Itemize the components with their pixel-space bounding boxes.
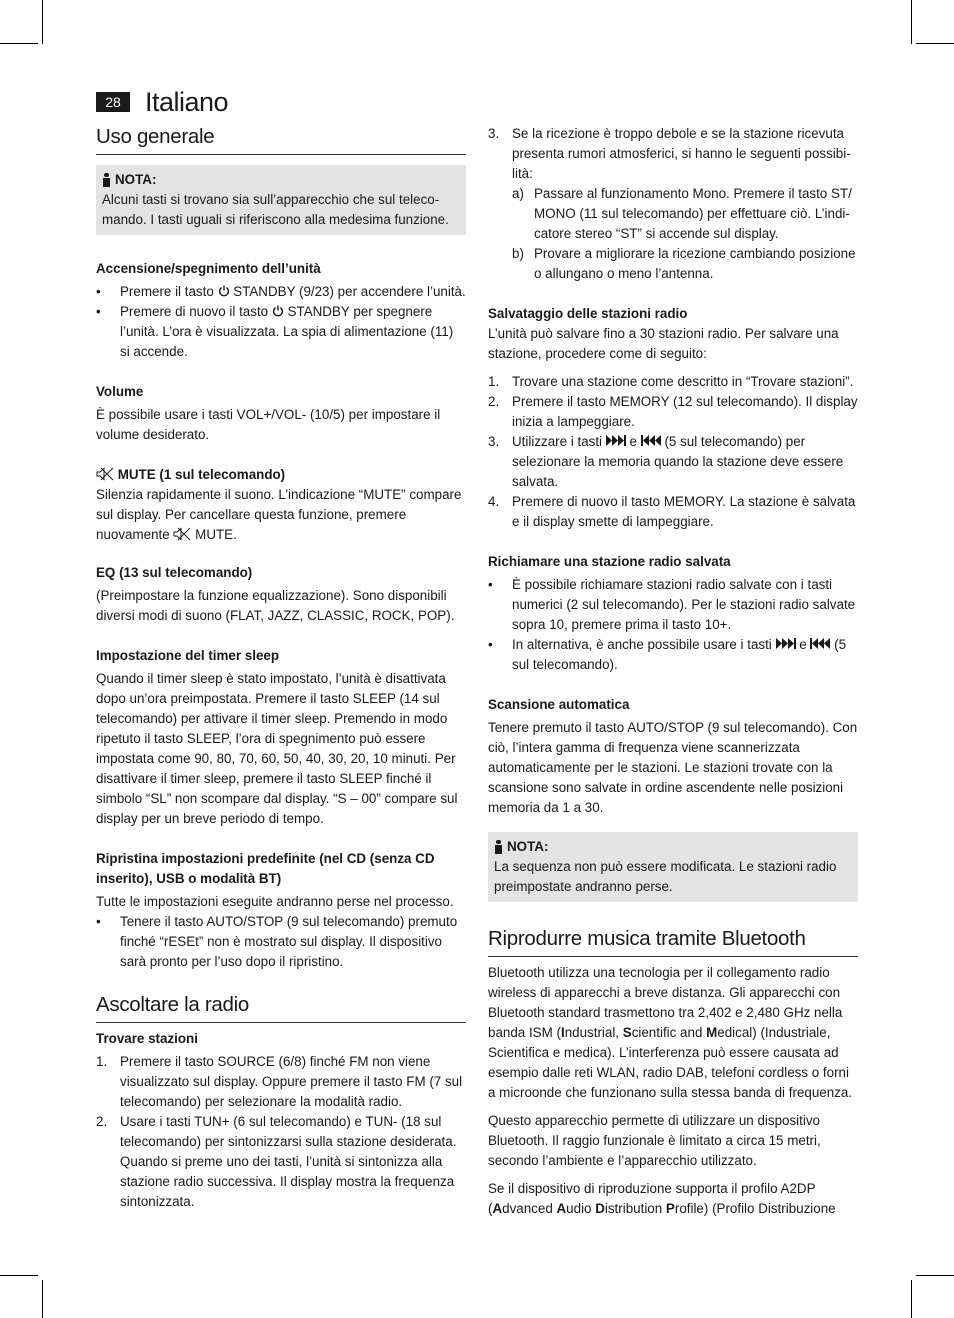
- trovare-list: [96, 1052, 466, 1212]
- subheading-sleep: Impostazione del timer sleep: [96, 648, 280, 663]
- salvataggio-list: [488, 372, 858, 532]
- note-header: [102, 170, 460, 190]
- subheading-accensione: Accensione/spegnimento dell’unità: [96, 261, 321, 276]
- eq-text: (Preimpostare la funzione equalizzazione). Sono disponibili diversi modi di suono (FLAT, JAZZ, CLASSIC, ROCK, POP).: [96, 588, 455, 623]
- reset-list: [96, 912, 466, 972]
- list-item: 3. Utilizzare i tasti e (5 sul telecomando) per selezionare la memoria quando la stazione deve essere salvata.: [488, 434, 844, 489]
- section-heading-uso: Uso generale: [96, 124, 466, 155]
- skip-back-icon: [641, 435, 661, 446]
- page-number: 28: [96, 92, 130, 112]
- subheading-mute: MUTE (1 sul telecomando): [96, 465, 466, 485]
- bullet: •: [96, 304, 101, 319]
- right-column: [488, 124, 858, 1219]
- note-text: La sequenza non può essere modificata. Le stazioni radio preimpostate andranno perse.: [494, 859, 837, 894]
- accensione-list: [96, 282, 466, 362]
- section-heading-radio: Ascoltare la radio: [96, 992, 466, 1023]
- crop-mark: [0, 43, 38, 44]
- crop-mark: [0, 1275, 38, 1276]
- subheading-salvataggio: Salvataggio delle stazioni radio: [488, 306, 688, 321]
- bluetooth-paragraph: Bluetooth utilizza una tecnologia per il collegamento radio wireless di apparecchi a breve distanza. Gli apparecchi con Bluetooth standard trasmettono tra 2,402 e 2,480 GHz nella banda ISM (Industrial, Scientific and Medical) (Industriale, Scientifica e medica). L’interferenza può essere causata ad esempio dalle reti WLAN, radio DAB, telefoni cordless o forni a microonde che funzionano sulla stessa banda di frequenza.: [488, 965, 853, 1100]
- skip-forward-icon: [606, 435, 626, 446]
- richiamare-list: [488, 575, 858, 675]
- skip-back-icon: [810, 638, 830, 649]
- bullet: •: [488, 577, 493, 592]
- mute-icon: [96, 467, 114, 481]
- volume-text: È possibile usare i tasti VOL+/VOL- (10/5) per impostare il volume desiderato.: [96, 407, 441, 442]
- note-label: NOTA:: [507, 839, 549, 854]
- note-label: NOTA:: [115, 172, 157, 187]
- info-icon: [494, 840, 503, 854]
- crop-mark: [911, 0, 912, 44]
- bluetooth-paragraph: Se il dispositivo di riproduzione supporta il profilo A2DP (Advanced Audio Distribution Profile) (Profilo Distribuzione: [488, 1181, 836, 1216]
- scansione-text: Tenere premuto il tasto AUTO/STOP (9 sul telecomando). Con ciò, l’intera gamma di frequenza viene scannerizzata automaticamente per le stazioni. Le stazioni trovate con la scansione sono salvate in ordine ascendente nelle posizioni memoria da 1 a 30.: [488, 720, 858, 815]
- list-item: 1. Premere il tasto SOURCE (6/8) finché FM non viene visualizzato sul display. Oppure premere il tasto FM (7 sul telecomando) per selezionare la modalità radio.: [96, 1054, 463, 1109]
- salvataggio-text: L’unità può salvare fino a 30 stazioni radio. Per salvare una stazione, procedere come di seguito:: [488, 326, 839, 361]
- list-item: • In alternativa, è anche possibile usare i tasti e (5 sul telecomando).: [488, 637, 847, 672]
- bullet: •: [96, 284, 101, 299]
- subheading-richiamare: Richiamare una stazione radio salvata: [488, 554, 731, 569]
- power-icon: [218, 285, 230, 297]
- note-header: [494, 837, 852, 857]
- power-icon: [272, 305, 284, 317]
- bullet: •: [488, 637, 493, 652]
- subheading-scansione: Scansione automatica: [488, 697, 630, 712]
- crop-mark: [916, 1275, 954, 1276]
- skip-forward-icon: [776, 638, 796, 649]
- crop-mark: [911, 1280, 912, 1318]
- subheading-eq: EQ (13 sul telecomando): [96, 565, 253, 580]
- list-item: 2. Usare i tasti TUN+ (6 sul telecomando) e TUN- (18 sul telecomando) per sintonizzarsi sulla stazione desiderata. Quando si preme uno dei tasti, l’unità si sintonizza alla stazione radio successiva. Il display mostra la frequenza sintonizzata.: [96, 1114, 457, 1209]
- list-item: • Premere di nuovo il tasto STANDBY per spegnere l’unità. L’ora è visualizzata. La spia di alimentazione (11) si accende.: [96, 304, 454, 359]
- crop-mark: [42, 0, 43, 44]
- sub-list: [512, 184, 858, 284]
- subheading-reset: Ripristina impostazioni predefinite (nel CD (senza CD inserito), USB o modalità BT): [96, 851, 435, 886]
- list-item: 1. Trovare una stazione come descritto in “Trovare stazioni”.: [488, 374, 854, 389]
- note-box: [488, 832, 858, 902]
- bluetooth-paragraph: Questo apparecchio permette di utilizzare un dispositivo Bluetooth. Il raggio funzionale è limitato a circa 15 metri, secondo l’ambiente e l’apparecchio utilizzato.: [488, 1113, 821, 1168]
- sleep-text: Quando il timer sleep è stato impostato, l’unità è disattivata dopo un’ora preimpostata. Premere il tasto SLEEP (14 sul telecomando) per attivare il timer sleep. Premendo in modo ripetuto il tasto SLEEP, l’ora di spegnimento può essere impostata come 90, 80, 70, 60, 50, 40, 30, 20, 10 minuti. Per disattivare il timer sleep, premere il tasto SLEEP finché il simbolo “SL” non scompare dal display. “S – 00” compare sul display per un breve periodo di tempo.: [96, 671, 458, 826]
- reset-text: Tutte le impostazioni eseguite andranno perse nel processo.: [96, 894, 454, 909]
- mute-text: Silenzia rapidamente il suono. L’indicazione “MUTE” compare sul display. Per cancellare questa funzione, premere nuovamente MUTE.: [96, 487, 462, 542]
- page-title: Italiano: [145, 87, 229, 117]
- crop-mark: [42, 1280, 43, 1318]
- crop-mark: [916, 43, 954, 44]
- note-text: Alcuni tasti si trovano sia sull’apparecchio che sul telecomando. I tasti uguali si riferiscono alla medesima funzione.: [102, 192, 449, 227]
- section-heading-bluetooth: Riprodurre musica tramite Bluetooth: [488, 926, 858, 957]
- list-item: 3. Se la ricezione è troppo debole e se la stazione ricevuta presenta rumori atmosferici, si hanno le seguenti possibilità: a) Passare al funzionamento Mono. Premere il tasto ST/ MONO (11 sul telecomando) per effettuare ciò. L’indicatore stereo “ST” si accende sul display. b) Provare a migliorare la ricezione cambiando posizione o allungano o meno l’antenna.: [488, 124, 858, 284]
- subheading-trovare: Trovare stazioni: [96, 1031, 198, 1046]
- list-item: a) Passare al funzionamento Mono. Premere il tasto ST/ MONO (11 sul telecomando) per effettuare ciò. L’indicatore stereo “ST” si accende sul display.: [512, 186, 852, 241]
- list-item: 4. Premere di nuovo il tasto MEMORY. La stazione è salvata e il display smette di lampeggiare.: [488, 494, 856, 529]
- step3-list: [488, 124, 858, 284]
- list-item: 2. Premere il tasto MEMORY (12 sul telecomando). Il display inizia a lampeggiare.: [488, 394, 858, 429]
- bullet: •: [96, 914, 101, 929]
- list-item: • Tenere il tasto AUTO/STOP (9 sul telecomando) premuto finché “rESEt” non è mostrato sul display. Il dispositivo sarà pronto per l’uso dopo il ripristino.: [96, 914, 458, 969]
- list-item: b) Provare a migliorare la ricezione cambiando posizione o allungano o meno l’antenna.: [512, 246, 856, 281]
- list-item: • È possibile richiamare stazioni radio salvate con i tasti numerici (2 sul telecomando). Per le stazioni radio salvate sopra 10, premere prima il tasto 10+.: [488, 577, 856, 632]
- mute-icon: [173, 527, 191, 541]
- left-column: [96, 124, 466, 1212]
- list-item: • Premere il tasto STANDBY (9/23) per accendere l’unità.: [96, 282, 466, 302]
- note-box: [96, 165, 466, 235]
- subheading-volume: Volume: [96, 384, 144, 399]
- info-icon: [102, 173, 111, 187]
